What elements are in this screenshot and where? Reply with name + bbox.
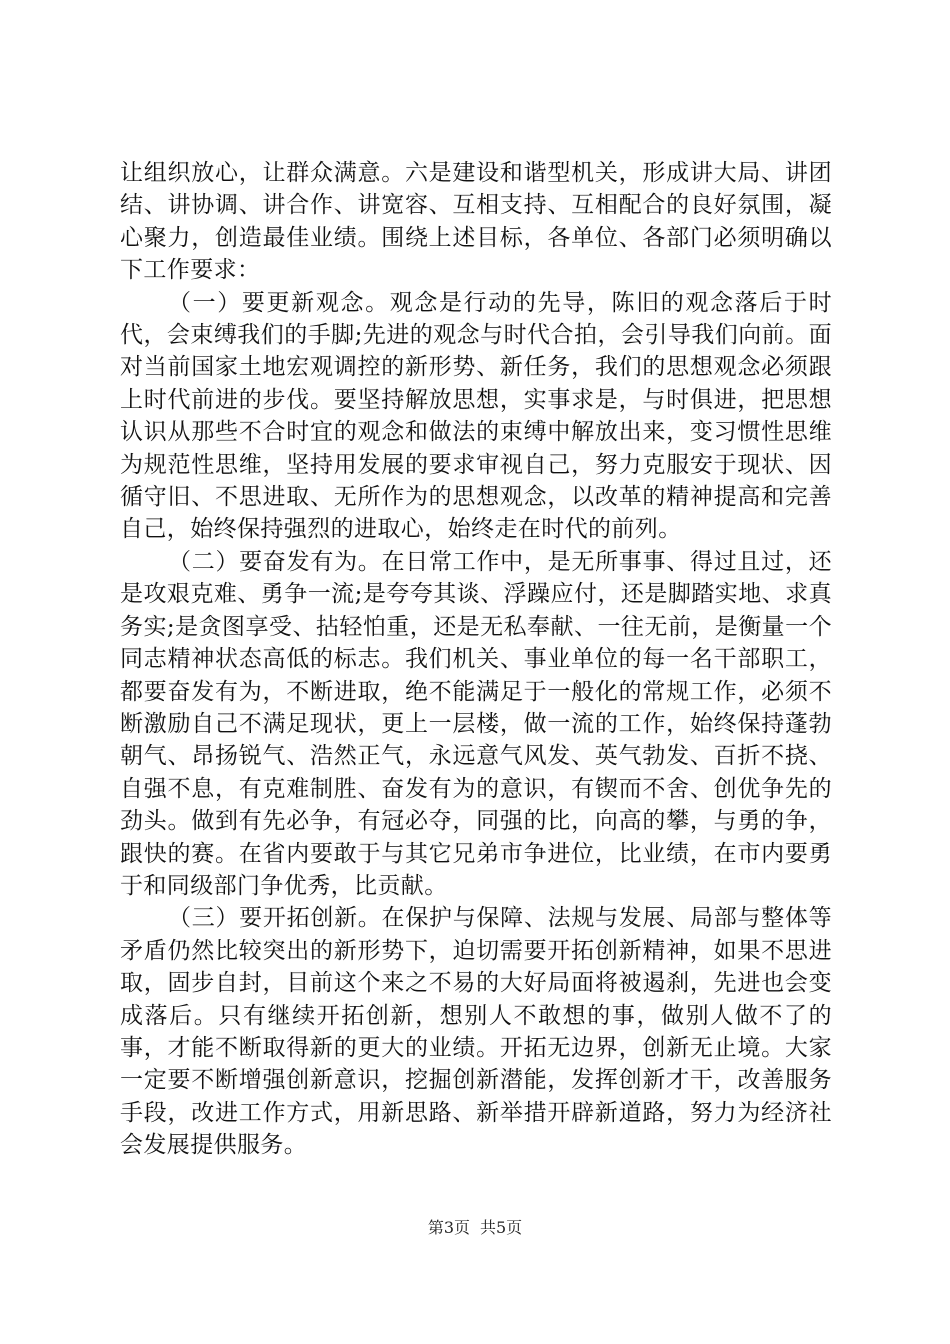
document-body [120,157,832,1162]
paragraph-update-concepts: （一）要更新观念。观念是行动的先导，陈旧的观念落后于时代，会束缚我们的手脚;先进的观念与时代合拍，会引导我们向前。面对当前国家土地宏观调控的新形势、新任务，我们的思想观念必须跟上时代前进的步伐。要坚持解放思想，实事求是，与时俱进，把思想认识从那些不合时宜的观念和做法的束缚中解放出来，变习惯性思维为规范性思维，坚持用发展的要求审视自己，努力克服安于现状、因循守旧、不思进取、无所作为的思想观念，以改革的精神提高和完善自己，始终保持强烈的进取心，始终走在时代的前列。 [120,289,832,543]
paragraph-pioneer-innovate: （三）要开拓创新。在保护与保障、法规与发展、局部与整体等矛盾仍然比较突出的新形势下，迫切需要开拓创新精神，如果不思进取，固步自封，目前这个来之不易的大好局面将被遏刹，先进也会变成落后。只有继续开拓创新，想别人不敢想的事，做别人做不了的事，才能不断取得新的更大的业绩。开拓无边界，创新无止境。大家一定要不断增强创新意识，挖掘创新潜能，发挥创新才干，改善服务手段，改进工作方式，用新思路、新举措开辟新道路，努力为经济社会发展提供服务。 [120,905,832,1159]
paragraph-continuation: 让组织放心，让群众满意。六是建设和谐型机关，形成讲大局、讲团结、讲协调、讲合作、讲宽容、互相支持、互相配合的良好氛围，凝心聚力，创造最佳业绩。围绕上述目标，各单位、各部门必须明确以下工作要求： [120,160,832,284]
page-footer [0,1215,950,1238]
paragraph-strive-achieve: （二）要奋发有为。在日常工作中，是无所事事、得过且过，还是攻艰克难、勇争一流;是夸夸其谈、浮躁应付，还是脚踏实地、求真务实;是贪图享受、拈轻怕重，还是无私奉献、一往无前，是衡量一个同志精神状态高低的标志。我们机关、事业单位的每一名干部职工，都要奋发有为，不断进取，绝不能满足于一般化的常规工作，必须不断激励自己不满足现状，更上一层楼，做一流的工作，始终保持蓬勃朝气、昂扬锐气、浩然正气，永远意气风发、英气勃发、百折不挠、自强不息，有克难制胜、奋发有为的意识，有锲而不舍、创优争先的劲头。做到有先必争，有冠必夺，同强的比，向高的攀，与勇的争，跟快的赛。在省内要敢于与其它兄弟市争进位，比业绩，在市内要勇于和同级部门争优秀，比贡献。 [120,548,832,899]
page-number: 第3页 [427,1218,470,1237]
page-total: 共5页 [480,1218,523,1237]
